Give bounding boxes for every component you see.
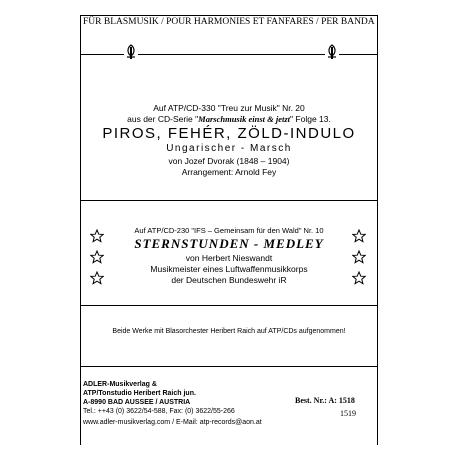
section-divider [80, 200, 378, 201]
section-divider [80, 305, 378, 306]
lyre-ornament-icon [325, 44, 339, 60]
publisher-studio: ATP/Tonstudio Heribert Raich jun. [83, 390, 196, 397]
piece2-composer: von Herbert Nieswandt [185, 253, 273, 263]
divider-line [138, 54, 325, 55]
piece1-cd-line: Auf ATP/CD-330 "Treu zur Musik" Nr. 20 [153, 103, 305, 113]
star-icon [352, 271, 366, 285]
piece1-arrangement: Arrangement: Arnold Fey [181, 167, 277, 177]
piece2-role1: Musikmeister eines Luftwaffenmusikkorps [150, 264, 308, 274]
piece2-role2: der Deutschen Bundeswehr iR [171, 275, 287, 285]
star-icon [352, 229, 366, 243]
star-icon [90, 229, 104, 243]
order-number: Best. Nr.: A: 1518 [295, 396, 355, 405]
star-icon [352, 250, 366, 264]
publisher-block [83, 380, 262, 427]
piece1-series-line: aus der CD-Serie "Marschmusik einst & jetzt" Folge 13. [127, 114, 331, 124]
section-divider [80, 366, 378, 367]
recording-note: Beide Werke mit Blasorchester Heribert Raich auf ATP/CDs aufgenommen! [112, 328, 346, 335]
piece1-composer: von Jozef Dvorak (1848 – 1904) [168, 156, 290, 166]
piece1-subtitle: Ungarischer - Marsch [166, 143, 292, 154]
star-icon [90, 250, 104, 264]
publisher-phone: Tel.: ++43 (0) 3622/54-588, Fax: (0) 3622/55-266 [83, 408, 235, 415]
series-name: Marschmusik einst & jetzt [198, 114, 291, 124]
catalog-number: 1519 [340, 409, 356, 418]
header-title: FÜR BLASMUSIK / POUR HARMONIES ET FANFARES / PER BANDA [83, 17, 375, 27]
piece1-title: PIROS, FEHÉR, ZÖLD-INDULO [102, 125, 356, 142]
lyre-ornament-icon [124, 44, 138, 60]
piece2-cd-line: Auf ATP/CD-230 "IFS – Gemeinsam für den Wald" Nr. 10 [134, 226, 324, 235]
divider-line [80, 54, 124, 55]
star-icon [90, 271, 104, 285]
divider-line [339, 54, 378, 55]
publisher-web: www.adler-musikverlag.com / E-Mail: atp-records@aon.at [83, 419, 262, 426]
piece2-title: STERNSTUNDEN - MEDLEY [134, 236, 324, 251]
publisher-address: A-8990 BAD AUSSEE / AUSTRIA [83, 399, 191, 406]
publisher-name: ADLER-Musikverlag & [83, 381, 157, 388]
